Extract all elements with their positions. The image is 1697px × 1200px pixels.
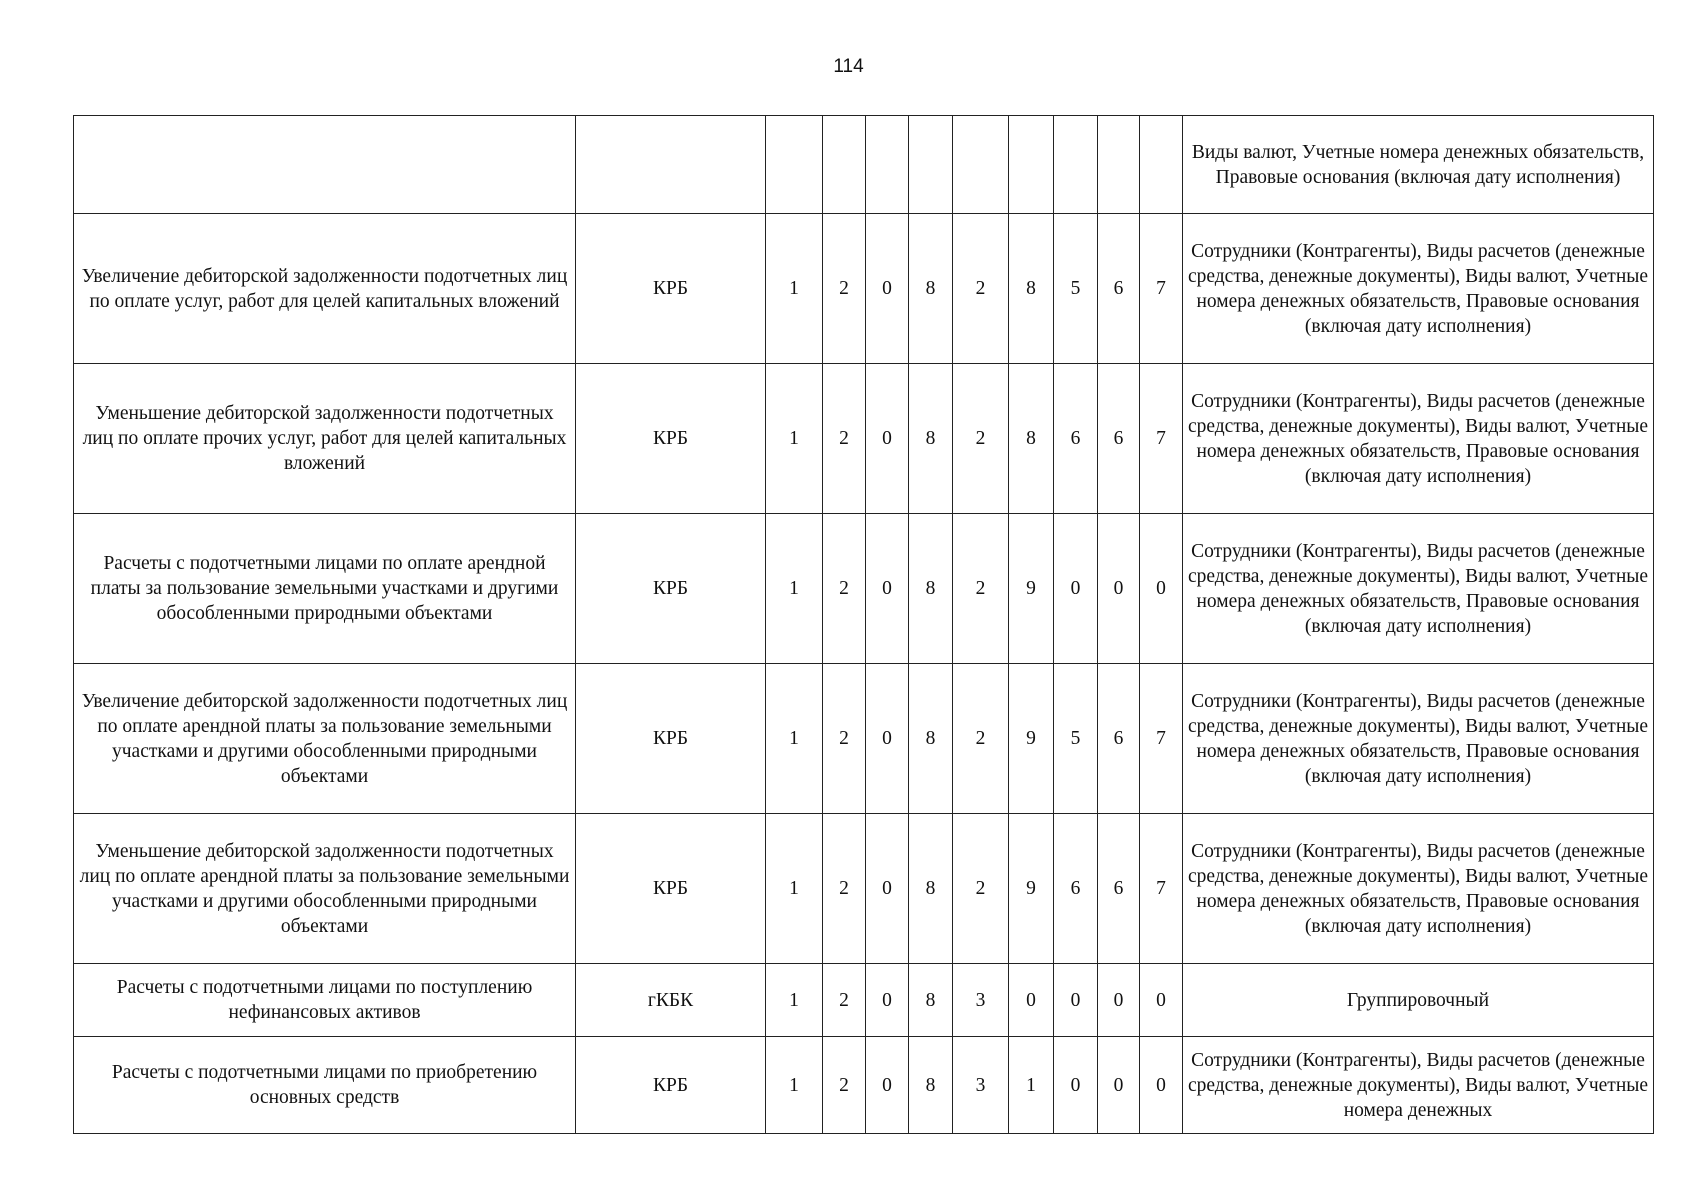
code-digit: 1 — [766, 514, 823, 664]
code-digit: 8 — [1009, 214, 1054, 364]
code-digit: 8 — [1009, 364, 1054, 514]
analytics-description: Виды валют, Учетные номера денежных обязательств, Правовые основания (включая дату исполнения) — [1183, 116, 1654, 214]
page-number: 114 — [833, 56, 864, 77]
code-digit: 2 — [953, 214, 1009, 364]
code-digit: 2 — [823, 514, 866, 664]
code-digit: 0 — [866, 814, 909, 964]
code-digit: 1 — [766, 364, 823, 514]
account-kind: КРБ — [576, 664, 766, 814]
code-digit: 5 — [1054, 214, 1098, 364]
code-digit: 3 — [953, 964, 1009, 1037]
code-digit: 7 — [1140, 364, 1183, 514]
code-digit: 0 — [1098, 964, 1140, 1037]
account-name: Уменьшение дебиторской задолженности подотчетных лиц по оплате арендной платы за пользование земельными участками и другими обособленными природными объектами — [74, 814, 576, 964]
code-digit: 9 — [1009, 514, 1054, 664]
code-digit: 0 — [866, 1037, 909, 1134]
code-digit — [909, 116, 953, 214]
code-digit: 8 — [909, 364, 953, 514]
account-name: Увеличение дебиторской задолженности подотчетных лиц по оплате арендной платы за пользование земельными участками и другими обособленными природными объектами — [74, 664, 576, 814]
code-digit: 6 — [1054, 814, 1098, 964]
analytics-description: Группировочный — [1183, 964, 1654, 1037]
code-digit: 0 — [866, 664, 909, 814]
code-digit: 0 — [1054, 964, 1098, 1037]
code-digit: 0 — [1140, 1037, 1183, 1134]
account-name: Уменьшение дебиторской задолженности подотчетных лиц по оплате прочих услуг, работ для целей капитальных вложений — [74, 364, 576, 514]
code-digit: 9 — [1009, 664, 1054, 814]
code-digit: 8 — [909, 214, 953, 364]
account-kind: КРБ — [576, 1037, 766, 1134]
analytics-description: Сотрудники (Контрагенты), Виды расчетов (денежные средства, денежные документы), Виды валют, Учетные номера денежных обязательств, Правовые основания (включая дату исполнения) — [1183, 364, 1654, 514]
code-digit: 2 — [953, 364, 1009, 514]
code-digit: 7 — [1140, 664, 1183, 814]
code-digit: 0 — [1140, 514, 1183, 664]
table-row — [74, 814, 1654, 964]
code-digit: 2 — [953, 664, 1009, 814]
analytics-description: Сотрудники (Контрагенты), Виды расчетов (денежные средства, денежные документы), Виды валют, Учетные номера денежных — [1183, 1037, 1654, 1134]
code-digit: 0 — [866, 514, 909, 664]
code-digit: 0 — [1098, 1037, 1140, 1134]
code-digit: 7 — [1140, 814, 1183, 964]
table-row — [74, 1037, 1654, 1134]
code-digit — [1140, 116, 1183, 214]
code-digit: 6 — [1098, 814, 1140, 964]
code-digit: 1 — [766, 214, 823, 364]
code-digit — [953, 116, 1009, 214]
account-name: Расчеты с подотчетными лицами по приобретению основных средств — [74, 1037, 576, 1134]
code-digit: 0 — [1009, 964, 1054, 1037]
code-digit: 2 — [823, 214, 866, 364]
code-digit: 8 — [909, 1037, 953, 1134]
account-name — [74, 116, 576, 214]
account-name: Увеличение дебиторской задолженности подотчетных лиц по оплате услуг, работ для целей капитальных вложений — [74, 214, 576, 364]
code-digit: 1 — [766, 964, 823, 1037]
code-digit: 2 — [823, 814, 866, 964]
code-digit: 2 — [823, 364, 866, 514]
code-digit — [1054, 116, 1098, 214]
code-digit: 1 — [766, 664, 823, 814]
code-digit — [1009, 116, 1054, 214]
code-digit — [866, 116, 909, 214]
code-digit: 0 — [1140, 964, 1183, 1037]
table-row — [74, 664, 1654, 814]
code-digit: 2 — [953, 814, 1009, 964]
code-digit: 6 — [1098, 364, 1140, 514]
code-digit — [766, 116, 823, 214]
account-kind: гКБК — [576, 964, 766, 1037]
code-digit: 0 — [866, 214, 909, 364]
table-row — [74, 514, 1654, 664]
account-kind: КРБ — [576, 364, 766, 514]
code-digit: 1 — [766, 814, 823, 964]
code-digit: 8 — [909, 514, 953, 664]
code-digit: 2 — [953, 514, 1009, 664]
code-digit: 1 — [1009, 1037, 1054, 1134]
code-digit: 6 — [1054, 364, 1098, 514]
account-kind: КРБ — [576, 814, 766, 964]
code-digit — [1098, 116, 1140, 214]
analytics-description: Сотрудники (Контрагенты), Виды расчетов (денежные средства, денежные документы), Виды валют, Учетные номера денежных обязательств, Правовые основания (включая дату исполнения) — [1183, 214, 1654, 364]
code-digit: 0 — [1098, 514, 1140, 664]
code-digit: 2 — [823, 1037, 866, 1134]
analytics-description: Сотрудники (Контрагенты), Виды расчетов (денежные средства, денежные документы), Виды валют, Учетные номера денежных обязательств, Правовые основания (включая дату исполнения) — [1183, 814, 1654, 964]
analytics-description: Сотрудники (Контрагенты), Виды расчетов (денежные средства, денежные документы), Виды валют, Учетные номера денежных обязательств, Правовые основания (включая дату исполнения) — [1183, 664, 1654, 814]
table-row — [74, 964, 1654, 1037]
account-name: Расчеты с подотчетными лицами по оплате арендной платы за пользование земельными участками и другими обособленными природными объектами — [74, 514, 576, 664]
code-digit: 0 — [1054, 1037, 1098, 1134]
account-kind: КРБ — [576, 214, 766, 364]
table-row — [74, 364, 1654, 514]
code-digit — [823, 116, 866, 214]
account-kind: КРБ — [576, 514, 766, 664]
accounts-table — [73, 115, 1654, 1134]
code-digit: 0 — [866, 364, 909, 514]
code-digit: 0 — [866, 964, 909, 1037]
analytics-description: Сотрудники (Контрагенты), Виды расчетов (денежные средства, денежные документы), Виды валют, Учетные номера денежных обязательств, Правовые основания (включая дату исполнения) — [1183, 514, 1654, 664]
code-digit: 1 — [766, 1037, 823, 1134]
code-digit: 5 — [1054, 664, 1098, 814]
code-digit: 2 — [823, 964, 866, 1037]
code-digit: 8 — [909, 964, 953, 1037]
account-kind — [576, 116, 766, 214]
code-digit: 6 — [1098, 214, 1140, 364]
code-digit: 6 — [1098, 664, 1140, 814]
code-digit: 7 — [1140, 214, 1183, 364]
code-digit: 8 — [909, 664, 953, 814]
table-row — [74, 116, 1654, 214]
table-row — [74, 214, 1654, 364]
code-digit: 3 — [953, 1037, 1009, 1134]
code-digit: 0 — [1054, 514, 1098, 664]
code-digit: 9 — [1009, 814, 1054, 964]
code-digit: 8 — [909, 814, 953, 964]
code-digit: 2 — [823, 664, 866, 814]
account-name: Расчеты с подотчетными лицами по поступлению нефинансовых активов — [74, 964, 576, 1037]
